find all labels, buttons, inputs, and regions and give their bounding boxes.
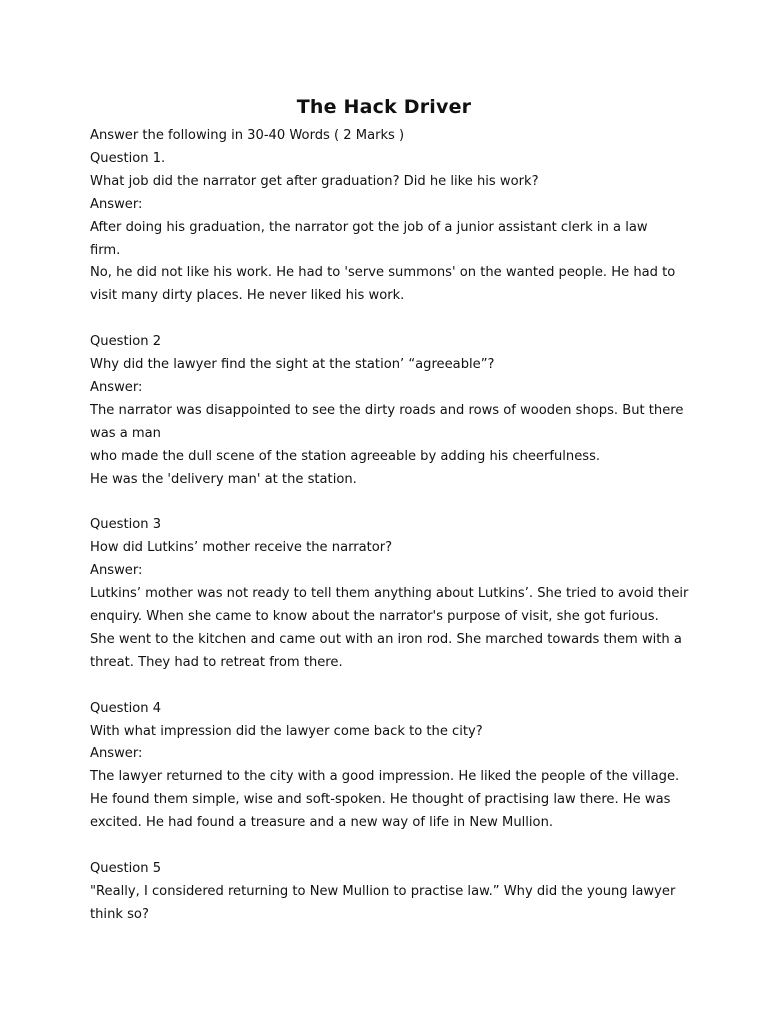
question-heading: Question 4 — [90, 700, 162, 716]
answer-label: Answer: — [90, 196, 143, 212]
question-text: Why did the lawyer find the sight at the station’ “agreeable”? — [90, 357, 495, 373]
answer-text: Lutkins’ mother was not ready to tell them anything about Lutkins’. She tried to avoid their — [90, 586, 689, 602]
instruction-text: Answer the following in 30-40 Words ( 2 Marks ) — [90, 128, 405, 143]
answer-text: The narrator was disappointed to see the dirty roads and rows of wooden shops. But there — [90, 402, 684, 418]
answer-text: No, he did not like his work. He had to 'serve summons' on the wanted people. He had to — [90, 265, 676, 281]
document-title: The Hack Driver — [296, 96, 472, 118]
answer-text: who made the dull scene of the station agreeable by adding his cheerfulness. — [90, 448, 601, 464]
paragraph-gap — [90, 675, 690, 698]
answer-text: excited. He had found a treasure and a new way of life in New Mullion. — [90, 815, 554, 831]
answer-text: visit many dirty places. He never liked his work. — [90, 288, 405, 304]
question-heading: Question 1. — [90, 150, 166, 166]
question-text: With what impression did the lawyer come back to the city? — [90, 723, 483, 739]
answer-text: was a man — [90, 425, 161, 441]
answer-text: firm. — [90, 242, 121, 258]
document-body — [90, 125, 690, 927]
paragraph-gap — [90, 491, 690, 514]
answer-text: He found them simple, wise and soft-spoken. He thought of practising law there. He was — [90, 792, 671, 808]
question-block-2 — [90, 331, 690, 491]
question-block-1 — [90, 148, 690, 308]
answer-text: She went to the kitchen and came out with an iron rod. She marched towards them with a — [90, 631, 682, 647]
question-text: think so? — [90, 906, 149, 922]
answer-label: Answer: — [90, 379, 143, 395]
answer-text: After doing his graduation, the narrator got the job of a junior assistant clerk in a law — [90, 219, 648, 235]
question-text: What job did the narrator get after graduation? Did he like his work? — [90, 173, 539, 189]
question-block-5 — [90, 858, 690, 927]
question-block-4 — [90, 698, 690, 835]
answer-text: He was the 'delivery man' at the station. — [90, 471, 357, 487]
question-heading: Question 2 — [90, 334, 162, 350]
answer-text: enquiry. When she came to know about the narrator's purpose of visit, she got furious. — [90, 609, 659, 624]
paragraph-gap — [90, 308, 690, 331]
question-heading: Question 5 — [90, 860, 162, 876]
answer-text: threat. They had to retreat from there. — [90, 654, 343, 670]
question-block-3 — [90, 514, 690, 674]
question-text: "Really, I considered returning to New Mullion to practise law.” Why did the young lawyer — [90, 883, 676, 899]
answer-label: Answer: — [90, 746, 143, 762]
paragraph-gap — [90, 835, 690, 858]
question-text: How did Lutkins’ mother receive the narrator? — [90, 540, 393, 556]
answer-label: Answer: — [90, 563, 143, 579]
answer-text: The lawyer returned to the city with a good impression. He liked the people of the village. — [90, 769, 680, 785]
question-heading: Question 3 — [90, 517, 162, 533]
